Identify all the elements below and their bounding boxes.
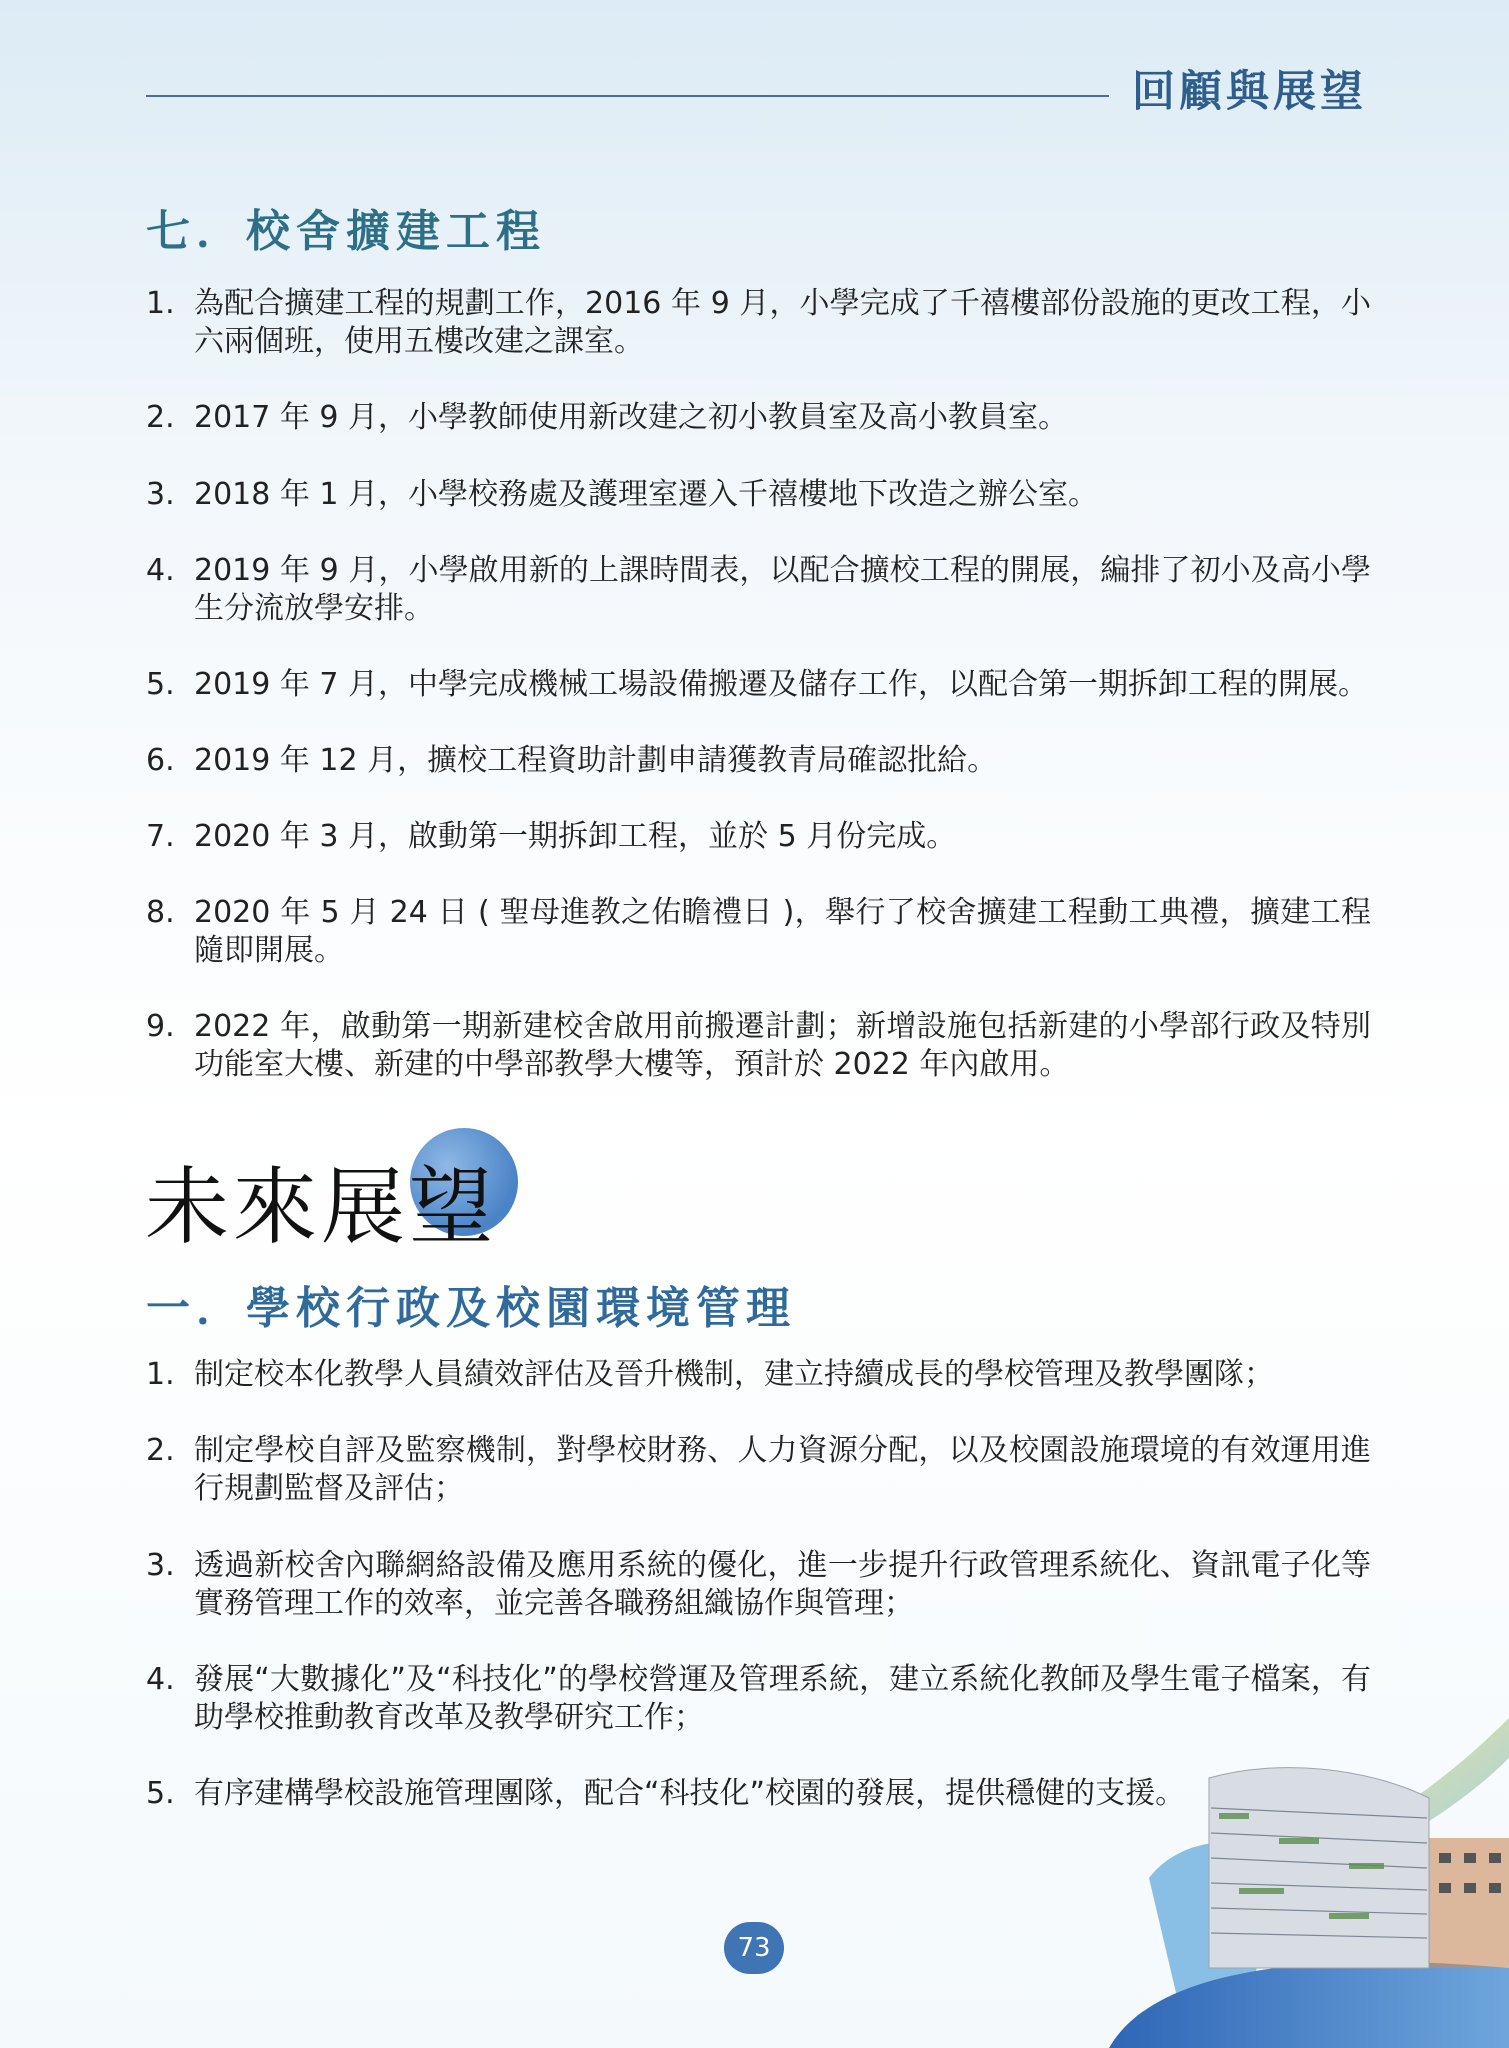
item-number: 6.: [146, 743, 175, 778]
item-text: 為配合擴建工程的規劃工作，2016 年 9 月，小學完成了千禧樓部份設施的更改工程，小六兩個班，使用五樓改建之課室。: [194, 286, 1371, 359]
item-text: 2019 年 9 月，小學啟用新的上課時間表，以配合擴校工程的開展，編排了初小及高小學生分流放學安排。: [194, 553, 1371, 626]
list-item: [146, 1547, 1371, 1623]
item-number: 3.: [146, 477, 175, 512]
future-section-heading: 一．學校行政及校園環境管理: [146, 1283, 796, 1334]
list-item: [146, 1432, 1371, 1508]
item-number: 4.: [146, 553, 175, 588]
item-text: 2020 年 5 月 24 日 ( 聖母進教之佑瞻禮日 )，舉行了校舍擴建工程動工典禮，擴建工程隨即開展。: [194, 895, 1371, 968]
list-item: [146, 285, 1371, 361]
item-number: 1.: [146, 1357, 175, 1392]
item-number: 5.: [146, 667, 175, 702]
item-text: 2018 年 1 月，小學校務處及護理室遷入千禧樓地下改造之辦公室。: [194, 477, 1099, 512]
item-text: 有序建構學校設施管理團隊，配合“科技化”校園的發展，提供穩健的支援。: [194, 1776, 1186, 1811]
item-number: 8.: [146, 895, 175, 930]
list-item: [146, 552, 1371, 628]
item-number: 1.: [146, 286, 175, 321]
header-divider: [146, 95, 1109, 97]
page-number: 73: [724, 1922, 784, 1974]
list-item: [146, 476, 1371, 514]
list-item: [146, 1008, 1371, 1084]
item-text: 制定校本化教學人員績效評估及晉升機制，建立持續成長的學校管理及教學團隊；: [194, 1357, 1274, 1392]
list-item: [146, 818, 1371, 856]
item-text: 2019 年 12 月，擴校工程資助計劃申請獲教青局確認批給。: [194, 743, 998, 778]
item-text: 2022 年，啟動第一期新建校舍啟用前搬遷計劃；新增設施包括新建的小學部行政及特別功能室大樓、新建的中學部教學大樓等，預計於 2022 年內啟用。: [194, 1009, 1371, 1082]
item-number: 5.: [146, 1776, 175, 1811]
future-title: 未來展望: [145, 1158, 498, 1256]
item-text: 2019 年 7 月，中學完成機械工場設備搬遷及儲存工作，以配合第一期拆卸工程的開展。: [194, 667, 1369, 702]
item-number: 9.: [146, 1009, 175, 1044]
item-text: 2017 年 9 月，小學教師使用新改建之初小教員室及高小教員室。: [194, 400, 1069, 435]
section-7-heading: 七．校舍擴建工程: [146, 206, 546, 257]
school-building-illustration: [949, 1718, 1509, 2048]
list-item: [146, 1356, 1371, 1394]
item-number: 2.: [146, 400, 175, 435]
header-title: 回顧與展望: [1132, 67, 1367, 117]
list-item: [146, 894, 1371, 970]
item-number: 3.: [146, 1548, 175, 1583]
list-item: [146, 666, 1371, 704]
item-text: 透過新校舍內聯網絡設備及應用系統的優化，進一步提升行政管理系統化、資訊電子化等實務管理工作的效率，並完善各職務組織協作與管理；: [194, 1548, 1371, 1621]
item-number: 2.: [146, 1433, 175, 1468]
item-text: 2020 年 3 月，啟動第一期拆卸工程，並於 5 月份完成。: [194, 819, 957, 854]
item-number: 7.: [146, 819, 175, 854]
item-text: 制定學校自評及監察機制，對學校財務、人力資源分配，以及校園設施環境的有效運用進行規劃監督及評估；: [194, 1433, 1371, 1506]
item-text: 發展“大數據化”及“科技化”的學校營運及管理系統，建立系統化教師及學生電子檔案，有助學校推動教育改革及教學研究工作；: [194, 1662, 1371, 1735]
list-item: [146, 742, 1371, 780]
item-number: 4.: [146, 1662, 175, 1697]
list-item: [146, 399, 1371, 437]
